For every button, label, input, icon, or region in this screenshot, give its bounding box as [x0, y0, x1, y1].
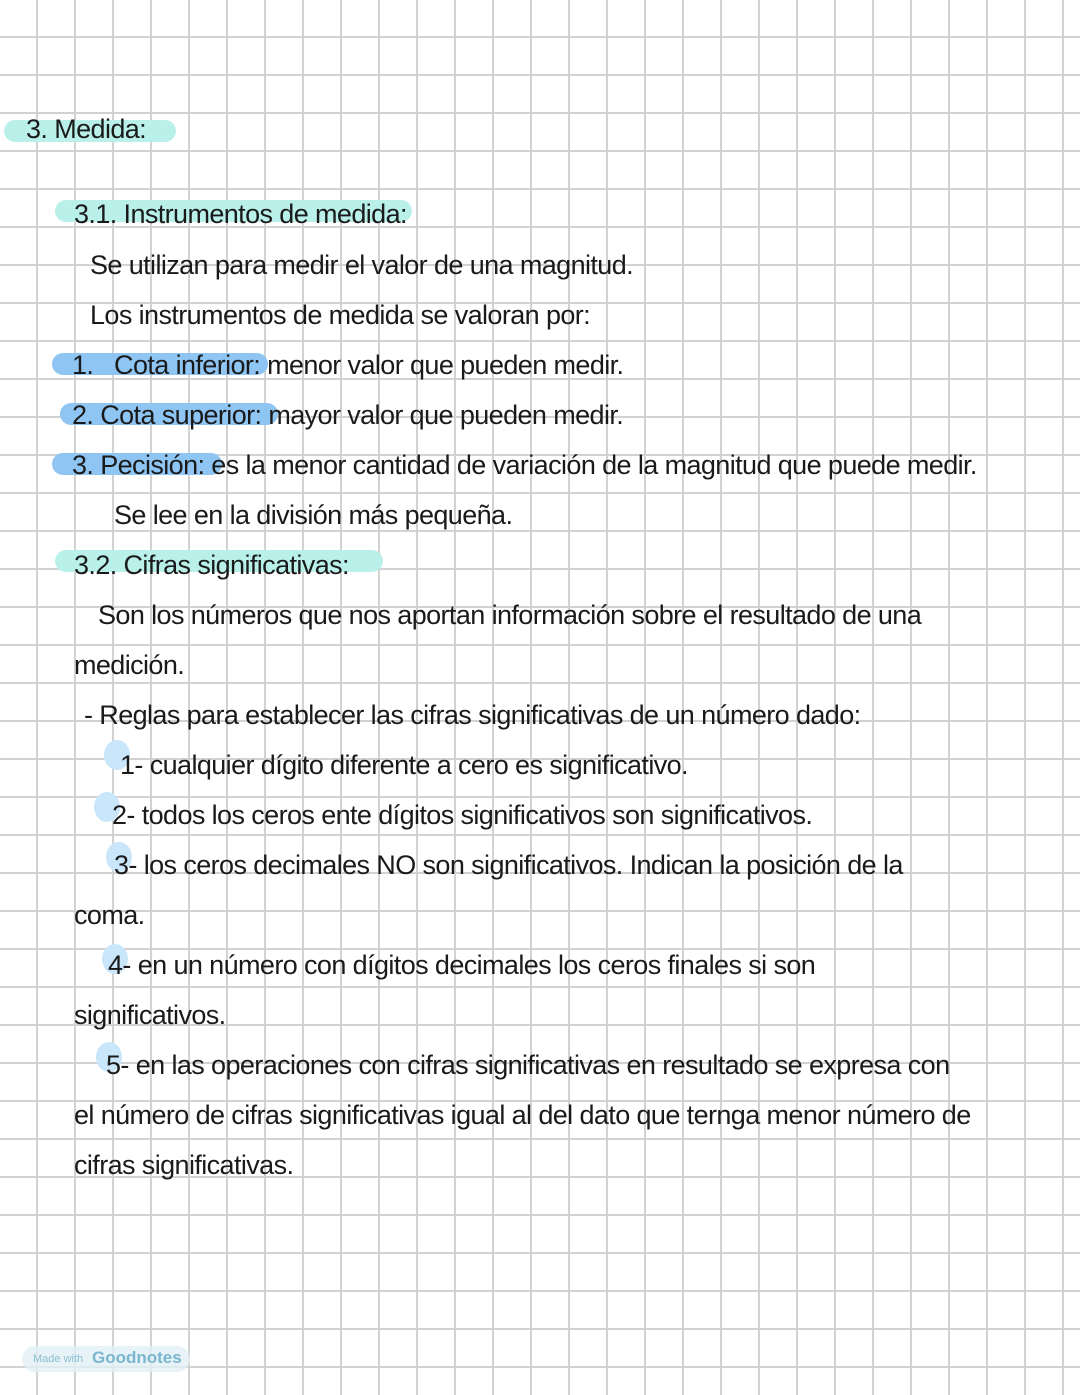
rule-text: 1- cualquier dígito diferente a cero es significativo. — [120, 750, 688, 780]
item-continuation: Se lee en la división más pequeña. — [114, 500, 513, 530]
item-text: mayor valor que pueden medir. — [268, 400, 624, 430]
item-term: Cota inferior: — [114, 350, 261, 380]
definition-text: Son los números que nos aportan información sobre el resultado de una — [98, 600, 922, 630]
intro-text-2: Los instrumentos de medida se valoran por: — [90, 300, 591, 330]
rule-text: cifras significativas. — [74, 1150, 294, 1180]
item-text: menor valor que pueden medir. — [267, 350, 624, 380]
subsection-title-2: 3.2. Cifras significativas: — [74, 550, 349, 580]
rule-text: significativos. — [74, 1000, 226, 1030]
watermark-prefix: Made with — [33, 1353, 84, 1365]
item-term: Pecisión: — [100, 450, 205, 480]
goodnotes-watermark — [22, 1346, 190, 1372]
rules-title: - Reglas para establecer las cifras significativas de un número dado: — [84, 700, 861, 730]
item-text: es la menor cantidad de variación de la magnitud que puede medir. — [211, 450, 977, 480]
rule-text: 5- en las operaciones con cifras significativas en resultado se expresa con — [106, 1050, 950, 1080]
watermark-brand: Goodnotes — [92, 1348, 182, 1367]
rule-text: coma. — [74, 900, 145, 930]
intro-text: Se utilizan para medir el valor de una magnitud. — [90, 250, 634, 280]
rule-text: 3- los ceros decimales NO son significativos. Indican la posición de la — [114, 850, 903, 880]
rule-text: 4- en un número con dígitos decimales los ceros finales si son — [108, 950, 816, 980]
item-number: 2. — [72, 400, 94, 430]
list-item — [72, 398, 623, 432]
list-item — [72, 448, 977, 482]
rule-text: 2- todos los ceros ente dígitos significativos son significativos. — [112, 800, 813, 830]
item-number: 1. — [72, 350, 94, 380]
item-number: 3. — [72, 450, 94, 480]
section-title: 3. Medida: — [26, 114, 147, 144]
item-term: Cota superior: — [100, 400, 262, 430]
rule-text: el número de cifras significativas igual al del dato que ternga menor número de — [74, 1100, 971, 1130]
list-item — [72, 348, 623, 382]
definition-text: medición. — [74, 650, 185, 680]
subsection-title-1: 3.1. Instrumentos de medida: — [74, 199, 407, 229]
